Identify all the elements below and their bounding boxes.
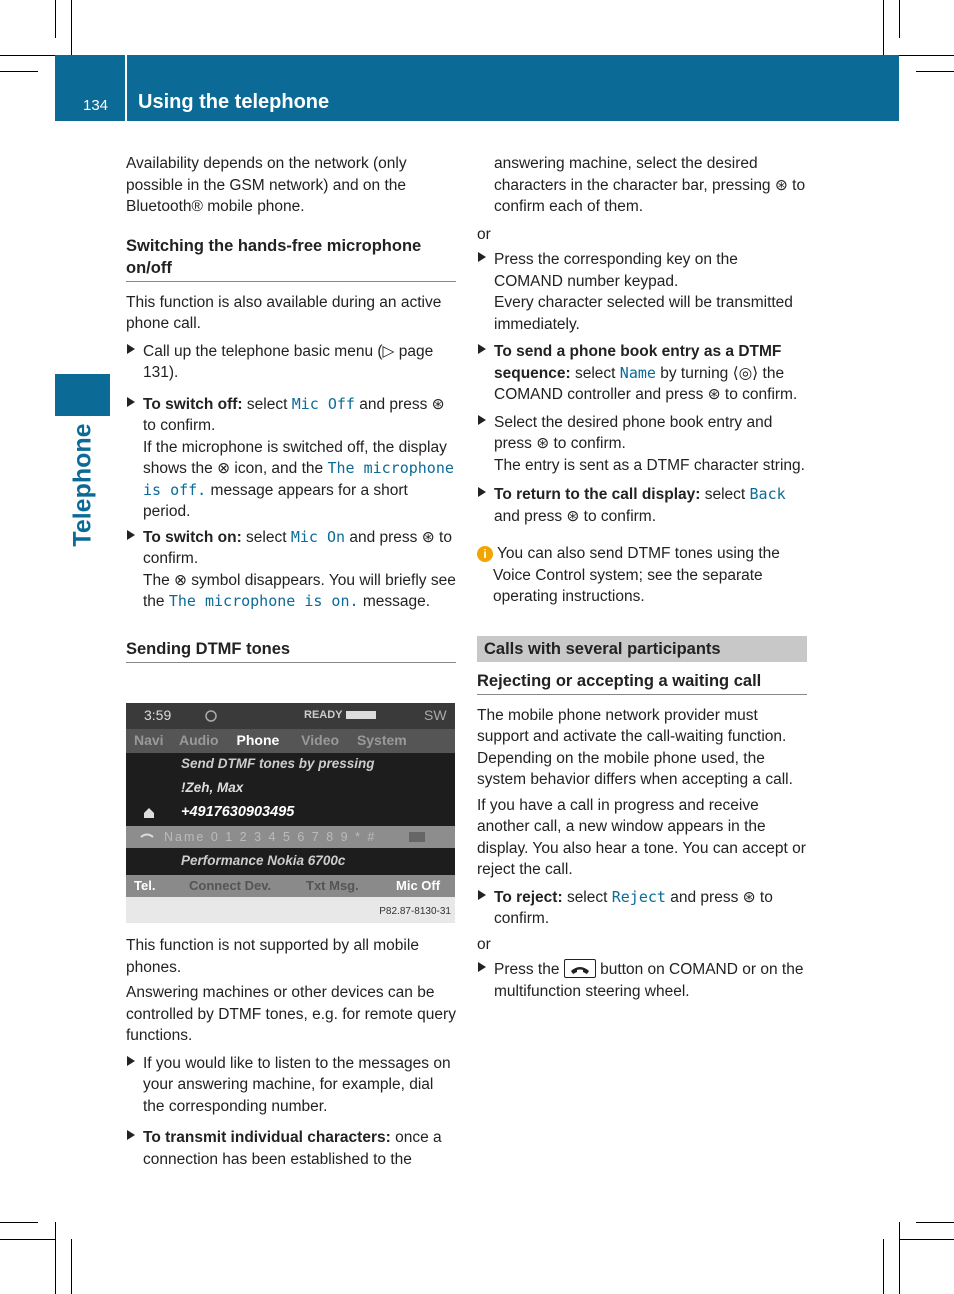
- waiting-paragraph-2: If you have a call in progress and receive another call, a new window appears in the display. You also hear a tone. You can accept or reject the call.: [477, 796, 806, 878]
- comand-screen-image: [126, 703, 455, 923]
- screen-bottom-item: Tel.: [134, 878, 156, 893]
- step-reject: To reject: select Reject and press ⊛ to confirm.: [477, 887, 807, 930]
- crop-mark: [0, 1222, 38, 1223]
- intro-paragraph: Availability depends on the network (only possible in the GSM network) and on the Bluetooth® mobile phone.: [126, 155, 407, 215]
- step-send-phonebook: To send a phone book entry as a DTMF sequence: select Name by turning ⟨◎⟩ the COMAND controller and press ⊛ to confirm.: [477, 341, 807, 406]
- screen-tab: Video: [301, 732, 340, 748]
- waiting-call-heading: Rejecting or accepting a waiting call: [477, 670, 807, 695]
- step-return-call-display: To return to the call display: select Back and press ⊛ to confirm.: [477, 484, 807, 527]
- menu-item-back: Back: [749, 485, 786, 503]
- dtmf-paragraph-2: Answering machines or other devices can be controlled by DTMF tones, e.g. for remote query functions.: [126, 984, 456, 1044]
- left-column-lower: [126, 935, 456, 1174]
- step-transmit-characters: To transmit individual characters: once a connection has been established to the: [126, 1127, 456, 1170]
- mic-heading: Switching the hands-free microphone on/off: [126, 235, 456, 282]
- page-header: [55, 55, 899, 121]
- side-tab: [55, 425, 110, 545]
- step-arrow-icon: [478, 344, 486, 354]
- dtmf-heading: Sending DTMF tones: [126, 638, 456, 663]
- screen-status: READY: [304, 709, 343, 721]
- screen-number: +4917630903495: [181, 804, 295, 820]
- display-message: The microphone is on.: [168, 592, 359, 610]
- crop-mark: [55, 0, 56, 38]
- image-reference: P82.87-8130-31: [379, 906, 451, 917]
- step-keypad: Press the corresponding key on the COMAND number keypad. Every character selected will be transmitted immediately.: [477, 249, 807, 335]
- or-label: or: [477, 935, 491, 953]
- screen-tabs: [134, 732, 407, 748]
- crop-mark: [0, 55, 55, 56]
- screen-character-bar: Name 0 1 2 3 4 5 6 7 8 9 * #: [164, 830, 377, 844]
- crop-mark: [0, 71, 38, 72]
- step-arrow-icon: [478, 415, 486, 425]
- crop-mark: [899, 0, 900, 38]
- or-label: or: [477, 225, 491, 243]
- screen-tab: Audio: [178, 732, 219, 748]
- crop-mark: [916, 1222, 954, 1223]
- screen-bottom-item: Connect Dev.: [189, 878, 272, 893]
- step-arrow-icon: [127, 1130, 135, 1140]
- page-number: 134: [83, 97, 109, 114]
- right-column: [477, 153, 807, 1006]
- screen-time: 3:59: [144, 707, 172, 723]
- crop-mark: [899, 55, 954, 56]
- crop-mark: [883, 0, 884, 55]
- left-column: [126, 153, 456, 673]
- screen-device: Performance Nokia 6700c: [181, 853, 346, 868]
- step-arrow-icon: [478, 252, 486, 262]
- menu-item-reject: Reject: [611, 887, 666, 906]
- step-switch-off: To switch off: select Mic Off and press ⊛ to confirm. If the microphone is switched off, the display shows the ⊗ icon, and the The microphone is off. message appears for a short period.: [126, 394, 456, 523]
- crop-mark: [71, 1239, 72, 1294]
- menu-item-mic-off: Mic Off: [291, 394, 355, 413]
- continued-text: answering machine, select the desired characters in the character bar, pressing ⊛ to confirm each of them.: [494, 155, 806, 215]
- crop-mark: [883, 1239, 884, 1294]
- screen-line: Send DTMF tones by pressing: [181, 756, 375, 771]
- crop-mark: [71, 0, 72, 55]
- mic-intro: This function is also available during an active phone call.: [126, 293, 442, 332]
- menu-item-name: Name: [619, 363, 656, 382]
- dtmf-paragraph-1: This function is not supported by all mobile phones.: [126, 937, 419, 976]
- step-call-up: Call up the telephone basic menu (▷ page 131).: [126, 341, 456, 384]
- side-tab-label: Telephone: [68, 423, 96, 547]
- crop-mark: [55, 1222, 56, 1294]
- step-arrow-icon: [478, 962, 486, 972]
- step-arrow-icon: [478, 487, 486, 497]
- step-arrow-icon: [127, 344, 135, 354]
- header-divider: [125, 55, 127, 121]
- crop-mark: [899, 1222, 900, 1294]
- side-tab-marker: [55, 374, 110, 416]
- step-listen-messages: If you would like to listen to the messages on your answering machine, for example, dial the corresponding number.: [126, 1053, 456, 1118]
- waiting-paragraph-1: The mobile phone network provider must support and activate the call-waiting function. Depending on the mobile phone used, the system behavior differs when accepting a call.: [477, 706, 793, 788]
- crop-mark: [0, 1239, 55, 1240]
- info-note: i You can also send DTMF tones using the Voice Control system; see the separate operating instructions.: [477, 543, 807, 608]
- screen-tab: System: [356, 732, 407, 748]
- crop-mark: [916, 71, 954, 72]
- step-arrow-icon: [127, 397, 135, 407]
- step-arrow-icon: [127, 530, 135, 540]
- screen-bottom-item: Txt Msg.: [306, 878, 359, 893]
- step-arrow-icon: [478, 890, 486, 900]
- crop-mark: [899, 1239, 954, 1240]
- display-message: The microphone is off.: [143, 459, 454, 499]
- step-press-button: Press the button on COMAND or on the multifunction steering wheel.: [477, 959, 807, 1002]
- screen-tab-active: Phone: [236, 732, 280, 748]
- screen-bottom-item: Mic Off: [396, 878, 441, 893]
- step-arrow-icon: [127, 1056, 135, 1066]
- screen-sw: SW: [424, 707, 447, 723]
- step-select-entry: Select the desired phone book entry and press ⊛ to confirm. The entry is sent as a DTMF character string.: [477, 412, 807, 477]
- screen-tab: Navi: [134, 732, 164, 748]
- step-switch-on: To switch on: select Mic On and press ⊛ to confirm. The ⊗ symbol disappears. You will briefly see the The microphone is on. message.: [126, 527, 456, 613]
- info-icon: i: [477, 546, 493, 562]
- screen-contact: !Zeh, Max: [181, 780, 244, 795]
- menu-item-mic-on: Mic On: [290, 527, 346, 546]
- section-banner: Calls with several participants: [477, 636, 807, 662]
- end-call-button-icon: [564, 959, 596, 978]
- page-title: Using the telephone: [138, 91, 330, 113]
